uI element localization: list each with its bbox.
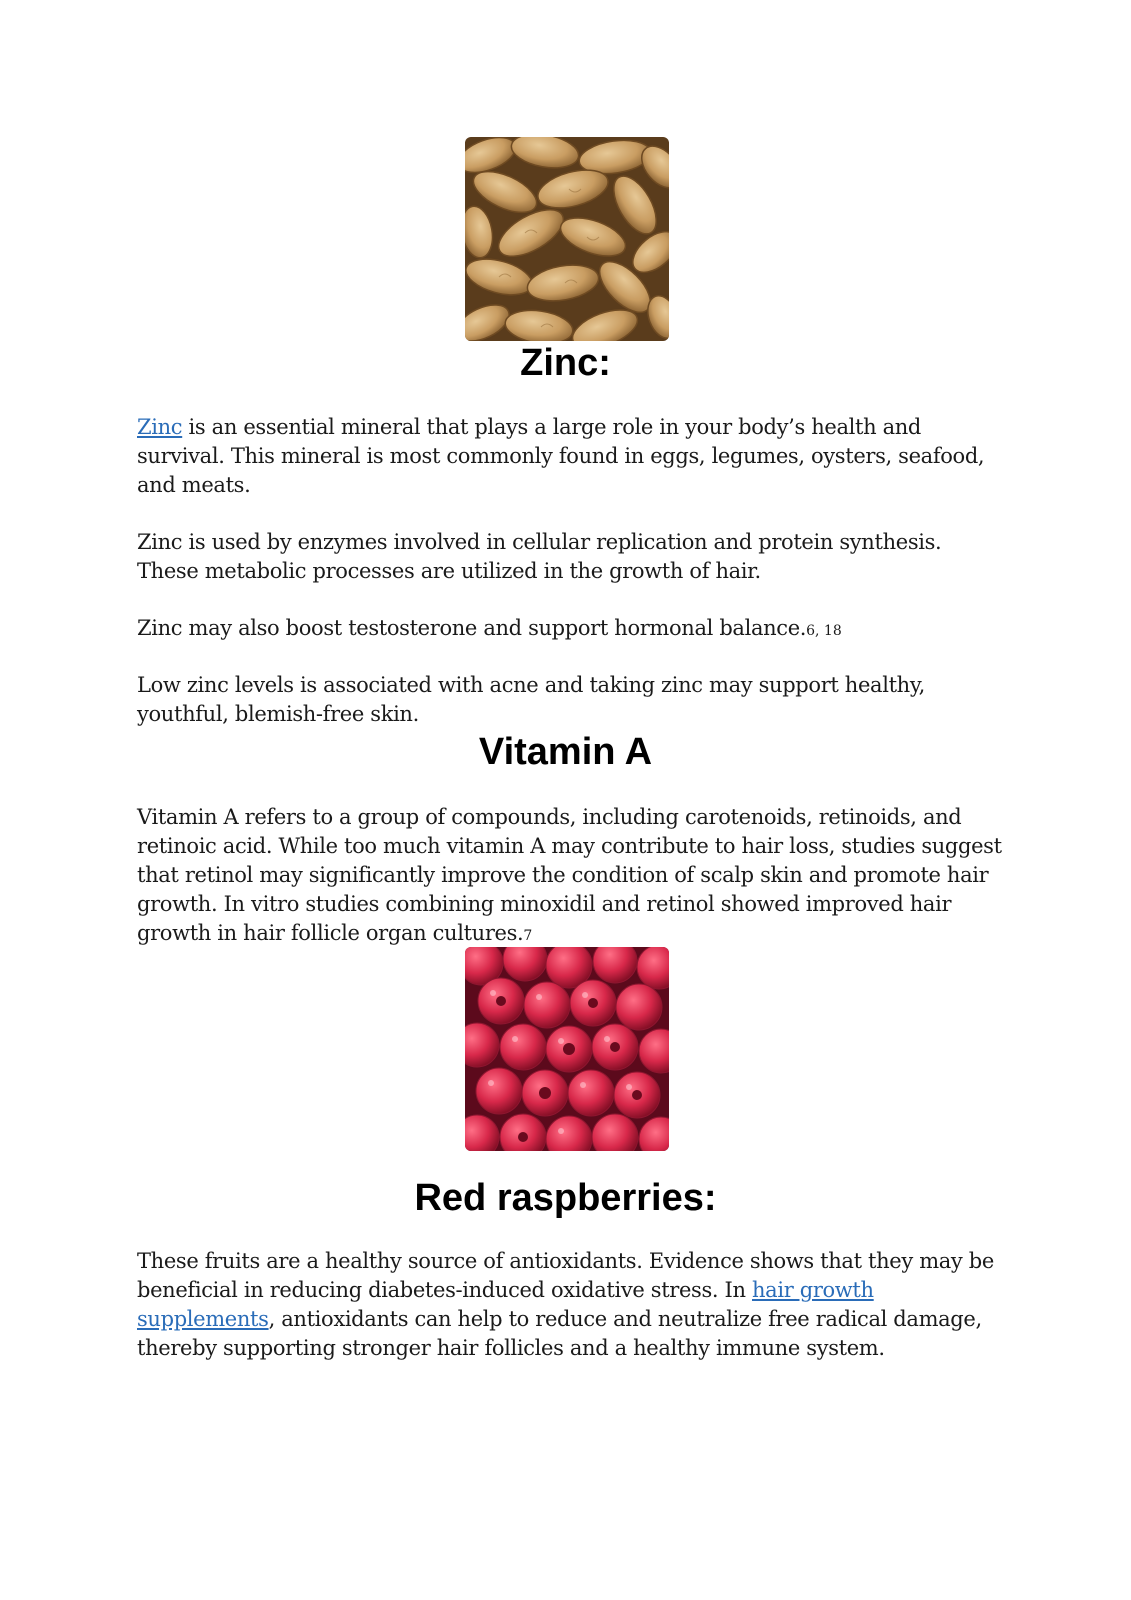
zinc-paragraph-1: [137, 413, 1007, 500]
zinc-heading: Zinc:: [520, 342, 611, 384]
zinc-reference-marker: 6, 18: [806, 623, 842, 639]
raspberries-image: [465, 947, 669, 1151]
zinc-paragraph-1-text: is an essential mineral that plays a large role in your body’s health and survival. This mineral is most commonly found in eggs, legumes, oysters, seafood, and meats.: [137, 415, 985, 497]
zinc-paragraph-3: [137, 614, 1007, 646]
zinc-paragraph-2: Zinc is used by enzymes involved in cellular replication and protein synthesis. These metabolic processes are utilized in the growth of hair.: [137, 530, 942, 583]
vitamin-a-reference-marker: 7: [523, 928, 533, 944]
vitamin-a-heading: Vitamin A: [478, 731, 653, 773]
raspberries-paragraph-text-after: , antioxidants can help to reduce and neutralize free radical damage, thereby supporting stronger hair follicles and a healthy immune system.: [137, 1307, 982, 1360]
vitamin-a-paragraph-text: Vitamin A refers to a group of compounds, including carotenoids, retinoids, and retinoic acid. While too much vitamin A may contribute to hair loss, studies suggest that retinol may significantly improve the condition of scalp skin and promote hair growth. In vitro studies combining minoxidil and retinol showed improved hair growth in hair follicle organ cultures.: [137, 805, 1002, 945]
peanuts-image: [465, 137, 669, 341]
raspberries-heading: Red raspberries:: [414, 1177, 717, 1219]
raspberries-paragraph-text-before: These fruits are a healthy source of antioxidants. Evidence shows that they may be beneficial in reducing diabetes-induced oxidative stress. In: [137, 1249, 994, 1302]
hair-growth-supplements-link[interactable]: hair growth supplements: [137, 1278, 874, 1331]
zinc-link[interactable]: Zinc: [137, 415, 183, 439]
vitamin-a-paragraph: [137, 803, 1007, 951]
zinc-paragraph-4: Low zinc levels is associated with acne and taking zinc may support healthy, youthful, blemish-free skin.: [137, 673, 925, 726]
raspberries-paragraph: [137, 1247, 1007, 1363]
zinc-paragraph-3-text: Zinc may also boost testosterone and support hormonal balance.: [137, 616, 807, 640]
